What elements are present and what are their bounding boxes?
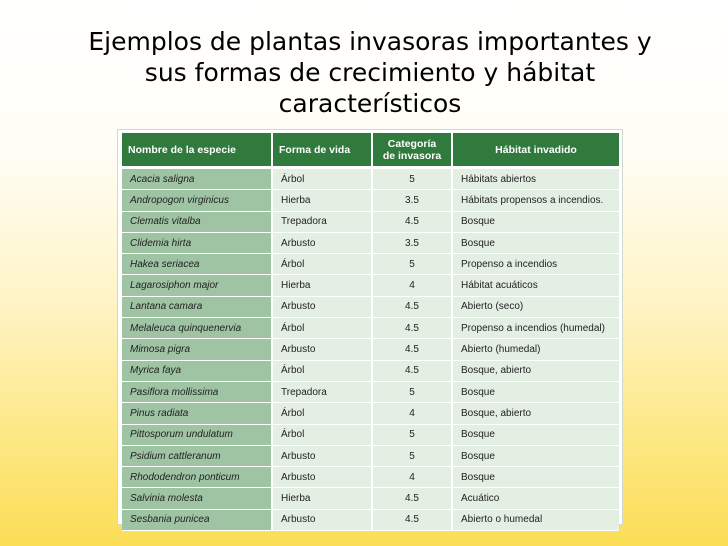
species-cell: Sesbania punicea xyxy=(122,509,272,530)
category-cell: 4.5 xyxy=(372,339,452,360)
species-cell: Salvinia molesta xyxy=(122,488,272,509)
category-cell: 4.5 xyxy=(372,318,452,339)
life-form-cell: Arbusto xyxy=(272,445,372,466)
category-cell: 4 xyxy=(372,275,452,296)
header-row xyxy=(122,133,619,168)
habitat-cell: Bosque, abierto xyxy=(452,360,619,381)
species-cell: Pinus radiata xyxy=(122,403,272,424)
table-row xyxy=(122,488,619,509)
table-row xyxy=(122,254,619,275)
habitat-cell: Abierto (humedal) xyxy=(452,339,619,360)
category-cell: 4.5 xyxy=(372,360,452,381)
table-row xyxy=(122,424,619,445)
table-row xyxy=(122,190,619,211)
category-cell: 4.5 xyxy=(372,488,452,509)
life-form-cell: Arbusto xyxy=(272,509,372,530)
species-cell: Clematis vitalba xyxy=(122,211,272,232)
habitat-cell: Bosque xyxy=(452,381,619,402)
life-form-cell: Hierba xyxy=(272,190,372,211)
category-cell: 4.5 xyxy=(372,211,452,232)
table-row xyxy=(122,403,619,424)
category-cell: 3.5 xyxy=(372,232,452,253)
table-row xyxy=(122,509,619,530)
life-form-cell: Arbusto xyxy=(272,467,372,488)
species-cell: Lantana camara xyxy=(122,296,272,317)
habitat-cell: Abierto (seco) xyxy=(452,296,619,317)
habitat-cell: Bosque xyxy=(452,424,619,445)
category-cell: 5 xyxy=(372,445,452,466)
table-body xyxy=(122,168,619,531)
category-cell: 3.5 xyxy=(372,190,452,211)
habitat-cell: Bosque xyxy=(452,211,619,232)
species-cell: Pasiflora mollissima xyxy=(122,381,272,402)
header-life-form: Forma de vida xyxy=(272,133,372,168)
habitat-cell: Hábitats abiertos xyxy=(452,168,619,190)
table-row xyxy=(122,275,619,296)
table-row xyxy=(122,381,619,402)
life-form-cell: Arbusto xyxy=(272,339,372,360)
life-form-cell: Árbol xyxy=(272,424,372,445)
table-row xyxy=(122,445,619,466)
species-cell: Rhododendron ponticum xyxy=(122,467,272,488)
table-row xyxy=(122,339,619,360)
habitat-cell: Bosque xyxy=(452,232,619,253)
table-row xyxy=(122,318,619,339)
category-cell: 4.5 xyxy=(372,296,452,317)
species-cell: Andropogon virginicus xyxy=(122,190,272,211)
table-panel xyxy=(117,129,623,525)
habitat-cell: Bosque xyxy=(452,445,619,466)
header-species: Nombre de la especie xyxy=(122,133,272,168)
category-cell: 5 xyxy=(372,254,452,275)
life-form-cell: Hierba xyxy=(272,488,372,509)
life-form-cell: Trepadora xyxy=(272,381,372,402)
species-cell: Melaleuca quinquenervia xyxy=(122,318,272,339)
category-cell: 5 xyxy=(372,424,452,445)
species-cell: Clidemia hirta xyxy=(122,232,272,253)
life-form-cell: Arbusto xyxy=(272,296,372,317)
habitat-cell: Bosque, abierto xyxy=(452,403,619,424)
species-cell: Psidium cattleranum xyxy=(122,445,272,466)
species-cell: Hakea seriacea xyxy=(122,254,272,275)
habitat-cell: Hábitats propensos a incendios. xyxy=(452,190,619,211)
habitat-cell: Hábitat acuáticos xyxy=(452,275,619,296)
header-category xyxy=(372,133,452,168)
category-cell: 5 xyxy=(372,381,452,402)
life-form-cell: Trepadora xyxy=(272,211,372,232)
habitat-cell: Propenso a incendios (humedal) xyxy=(452,318,619,339)
category-cell: 4 xyxy=(372,467,452,488)
habitat-cell: Acuático xyxy=(452,488,619,509)
header-category-line1: Categoría xyxy=(387,137,437,150)
species-cell: Acacia saligna xyxy=(122,168,272,190)
life-form-cell: Arbusto xyxy=(272,232,372,253)
title-line: sus formas de crecimiento y hábitat xyxy=(144,58,596,87)
invasive-species-table xyxy=(122,133,619,531)
table-row xyxy=(122,168,619,190)
title-line: característicos xyxy=(278,89,462,118)
species-cell: Pittosporum undulatum xyxy=(122,424,272,445)
table-row xyxy=(122,232,619,253)
category-cell: 5 xyxy=(372,168,452,190)
life-form-cell: Árbol xyxy=(272,168,372,190)
species-cell: Mimosa pigra xyxy=(122,339,272,360)
life-form-cell: Árbol xyxy=(272,318,372,339)
life-form-cell: Hierba xyxy=(272,275,372,296)
table-row xyxy=(122,211,619,232)
table-row xyxy=(122,360,619,381)
life-form-cell: Árbol xyxy=(272,360,372,381)
table-row xyxy=(122,467,619,488)
habitat-cell: Abierto o humedal xyxy=(452,509,619,530)
species-cell: Myrica faya xyxy=(122,360,272,381)
category-cell: 4 xyxy=(372,403,452,424)
slide-title xyxy=(40,26,700,119)
species-cell: Lagarosiphon major xyxy=(122,275,272,296)
life-form-cell: Árbol xyxy=(272,254,372,275)
habitat-cell: Propenso a incendios xyxy=(452,254,619,275)
category-cell: 4.5 xyxy=(372,509,452,530)
table-row xyxy=(122,296,619,317)
header-habitat: Hábitat invadido xyxy=(452,133,619,168)
life-form-cell: Árbol xyxy=(272,403,372,424)
header-category-line2: de invasora xyxy=(382,149,442,162)
title-line: Ejemplos de plantas invasoras importantes y xyxy=(88,27,652,56)
habitat-cell: Bosque xyxy=(452,467,619,488)
